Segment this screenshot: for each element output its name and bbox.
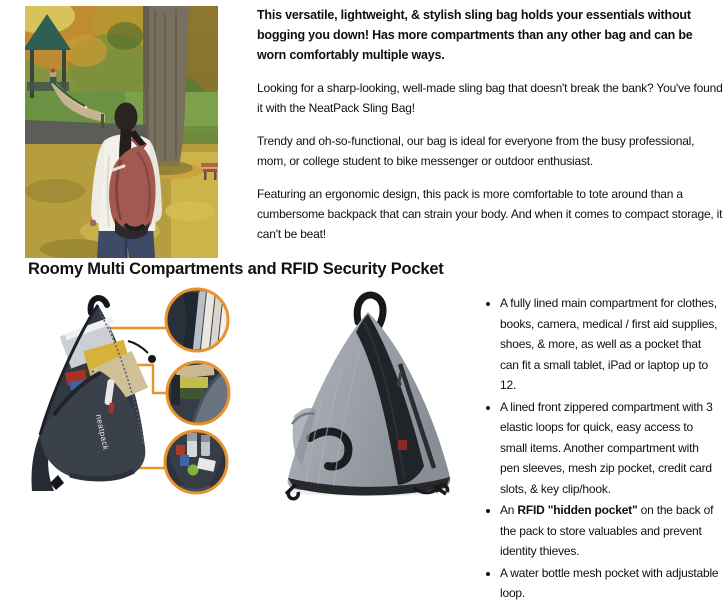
feature-list: [486, 293, 720, 605]
intro-paragraph-2: Trendy and oh-so-functional, our bag is ideal for everyone from the busy professional, mom, or college student to bike messenger or outdoor enthusiast.: [257, 134, 695, 168]
callout-circle-main-compartment: [166, 287, 232, 353]
feature-bullet-1: • A fully lined main compartment for clothes, books, camera, medical / first aid supplies, shoes, & more, as well as a pocket that can fit a small tablet, iPad or laptop up to 12.: [500, 293, 720, 396]
section-heading: Roomy Multi Compartments and RFID Security Pocket: [28, 260, 444, 278]
feature-bullet-4: • A water bottle mesh pocket with adjustable loop.: [500, 563, 720, 604]
product-image: [272, 288, 472, 498]
intro-lead-bold: This versatile, lightweight, & stylish sling bag holds your essentials without bogging you down! Has more compartments than any other bag and can be worn comfortably multiple ways.: [257, 8, 693, 62]
feature-bullet-3: • An RFID "hidden pocket" on the back of the pack to store valuables and prevent identity thieves.: [500, 500, 720, 562]
compartment-callout-image: [30, 287, 260, 498]
lifestyle-photo: [25, 6, 218, 258]
intro-paragraph-1: Looking for a sharp-looking, well-made sling bag that doesn't break the bank? You've found it with the NeatPack Sling Bag!: [257, 81, 723, 115]
gray-sling-bag: [284, 295, 452, 499]
intro-copy: [257, 5, 723, 257]
brand-logo-red: [398, 440, 407, 450]
person-head: [115, 103, 138, 132]
brand-logo-text: neatpack: [94, 413, 111, 452]
callout-circle-small-items-pocket: [165, 431, 227, 493]
callout-circle-front-compartment: [167, 362, 229, 424]
feature-bullet-2: • A lined front zippered compartment with 3 elastic loops for quick, easy access to small items. Another compartment with pen sleeves, mesh zip pocket, credit card slots, & key clip/hook.: [500, 397, 720, 500]
intro-paragraph-3: Featuring an ergonomic design, this pack is more comfortable to tote around than a cumbersome backpack that can strain your body. And when it comes to compact storage, it can't be beat!: [257, 187, 723, 241]
